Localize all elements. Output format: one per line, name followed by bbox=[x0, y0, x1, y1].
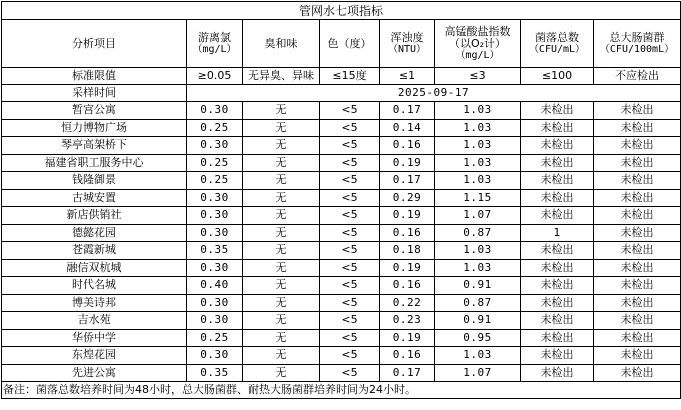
cell-color: <5 bbox=[320, 102, 380, 120]
header-coliform bbox=[594, 20, 681, 68]
cell-cod: 1.03 bbox=[435, 102, 521, 120]
cell-color: <5 bbox=[320, 189, 380, 207]
cell-cod: 1.03 bbox=[435, 172, 521, 190]
cell-turbidity: 0.18 bbox=[380, 242, 435, 260]
table-row bbox=[2, 277, 681, 295]
cell-chlorine: 0.25 bbox=[187, 119, 243, 137]
cell-cod: 1.03 bbox=[435, 259, 521, 277]
standard-chlorine: ≥0.05 bbox=[187, 68, 243, 85]
header-chlorine bbox=[187, 20, 243, 68]
cell-coliform: 未检出 bbox=[594, 364, 681, 382]
cell-color: <5 bbox=[320, 224, 380, 242]
cell-site: 德懿花园 bbox=[2, 224, 187, 242]
cell-odor: 无 bbox=[243, 137, 320, 155]
cell-turbidity: 0.23 bbox=[380, 312, 435, 330]
cell-turbidity: 0.17 bbox=[380, 364, 435, 382]
cell-chlorine: 0.40 bbox=[187, 277, 243, 295]
cell-cod: 0.91 bbox=[435, 277, 521, 295]
cell-cod: 1.03 bbox=[435, 347, 521, 365]
header-cod-name: 高锰酸盐指数 bbox=[444, 24, 511, 38]
cell-site: 吉水苑 bbox=[2, 312, 187, 330]
cell-odor: 无 bbox=[243, 154, 320, 172]
cell-coliform: 未检出 bbox=[594, 154, 681, 172]
cell-bacteria: 未检出 bbox=[521, 242, 594, 260]
cell-coliform: 未检出 bbox=[594, 259, 681, 277]
cell-color: <5 bbox=[320, 172, 380, 190]
cell-bacteria: 未检出 bbox=[521, 102, 594, 120]
cell-chlorine: 0.30 bbox=[187, 102, 243, 120]
cell-color: <5 bbox=[320, 364, 380, 382]
cell-odor: 无 bbox=[243, 259, 320, 277]
cell-site: 钱隆御景 bbox=[2, 172, 187, 190]
cell-chlorine: 0.35 bbox=[187, 364, 243, 382]
cell-color: <5 bbox=[320, 137, 380, 155]
cell-bacteria: 未检出 bbox=[521, 364, 594, 382]
header-row bbox=[2, 20, 681, 68]
cell-bacteria: 未检出 bbox=[521, 172, 594, 190]
cell-bacteria: 未检出 bbox=[521, 207, 594, 225]
cell-chlorine: 0.25 bbox=[187, 154, 243, 172]
cell-site: 时代名城 bbox=[2, 277, 187, 295]
header-turbidity bbox=[380, 20, 435, 68]
cell-color: <5 bbox=[320, 207, 380, 225]
cell-odor: 无 bbox=[243, 102, 320, 120]
cell-bacteria: 未检出 bbox=[521, 154, 594, 172]
cell-odor: 无 bbox=[243, 207, 320, 225]
header-coliform-unit: （CFU/100mL） bbox=[599, 43, 675, 55]
table-note: 备注：菌落总数培养时间为48小时，总大肠菌群、耐热大肠菌群培养时间为24小时。 bbox=[2, 382, 681, 399]
cell-coliform: 未检出 bbox=[594, 277, 681, 295]
cell-turbidity: 0.16 bbox=[380, 347, 435, 365]
header-chlorine-name: 游离氯 bbox=[198, 30, 231, 44]
header-item: 分析项目 bbox=[2, 20, 187, 68]
cell-cod: 1.03 bbox=[435, 154, 521, 172]
cell-turbidity: 0.16 bbox=[380, 277, 435, 295]
cell-odor: 无 bbox=[243, 364, 320, 382]
cell-odor: 无 bbox=[243, 347, 320, 365]
header-bacteria bbox=[521, 20, 594, 68]
cell-bacteria: 1 bbox=[521, 224, 594, 242]
cell-color: <5 bbox=[320, 242, 380, 260]
cell-turbidity: 0.17 bbox=[380, 172, 435, 190]
cell-site: 新店供销社 bbox=[2, 207, 187, 225]
cell-chlorine: 0.30 bbox=[187, 137, 243, 155]
sampling-row bbox=[2, 85, 681, 102]
cell-site: 苍霞新城 bbox=[2, 242, 187, 260]
cell-bacteria: 未检出 bbox=[521, 312, 594, 330]
cell-coliform: 未检出 bbox=[594, 207, 681, 225]
cell-site: 福建省职工服务中心 bbox=[2, 154, 187, 172]
cell-coliform: 未检出 bbox=[594, 224, 681, 242]
table-row bbox=[2, 364, 681, 382]
cell-chlorine: 0.30 bbox=[187, 207, 243, 225]
cell-color: <5 bbox=[320, 294, 380, 312]
cell-coliform: 未检出 bbox=[594, 172, 681, 190]
standard-odor: 无异臭、异味 bbox=[243, 68, 320, 85]
header-cod-note: （以O₂计） bbox=[448, 36, 507, 50]
cell-cod: 1.07 bbox=[435, 207, 521, 225]
table-row bbox=[2, 294, 681, 312]
header-odor: 臭和味 bbox=[243, 20, 320, 68]
header-turbidity-unit: （NTU） bbox=[387, 43, 427, 55]
cell-cod: 0.87 bbox=[435, 294, 521, 312]
cell-turbidity: 0.19 bbox=[380, 154, 435, 172]
cell-coliform: 未检出 bbox=[594, 294, 681, 312]
cell-chlorine: 0.30 bbox=[187, 347, 243, 365]
sampling-date: 2025-09-17 bbox=[187, 85, 681, 102]
standard-turbidity: ≤1 bbox=[380, 68, 435, 85]
header-cod-unit: （mg/L） bbox=[455, 49, 500, 61]
cell-odor: 无 bbox=[243, 119, 320, 137]
header-chlorine-unit: （mg/L） bbox=[192, 43, 237, 55]
note-row bbox=[2, 382, 681, 399]
cell-site: 融信双杭城 bbox=[2, 259, 187, 277]
standard-coliform: 不应检出 bbox=[594, 68, 681, 85]
cell-bacteria: 未检出 bbox=[521, 137, 594, 155]
cell-site: 琴亭高架桥下 bbox=[2, 137, 187, 155]
cell-bacteria: 未检出 bbox=[521, 259, 594, 277]
cell-turbidity: 0.29 bbox=[380, 189, 435, 207]
standard-label: 标准限值 bbox=[2, 68, 187, 85]
cell-coliform: 未检出 bbox=[594, 189, 681, 207]
table-row bbox=[2, 154, 681, 172]
cell-bacteria: 未检出 bbox=[521, 347, 594, 365]
cell-site: 古城安置 bbox=[2, 189, 187, 207]
cell-odor: 无 bbox=[243, 277, 320, 295]
cell-site: 华侨中学 bbox=[2, 329, 187, 347]
cell-coliform: 未检出 bbox=[594, 347, 681, 365]
cell-cod: 1.03 bbox=[435, 119, 521, 137]
table-row bbox=[2, 259, 681, 277]
cell-cod: 1.03 bbox=[435, 242, 521, 260]
cell-odor: 无 bbox=[243, 242, 320, 260]
cell-chlorine: 0.30 bbox=[187, 189, 243, 207]
header-coliform-name: 总大肠菌群 bbox=[609, 30, 665, 44]
cell-chlorine: 0.25 bbox=[187, 172, 243, 190]
cell-bacteria: 未检出 bbox=[521, 119, 594, 137]
table-row bbox=[2, 102, 681, 120]
water-quality-table bbox=[1, 1, 681, 399]
cell-coliform: 未检出 bbox=[594, 119, 681, 137]
cell-site: 恒力博物广场 bbox=[2, 119, 187, 137]
cell-bacteria: 未检出 bbox=[521, 294, 594, 312]
table-row bbox=[2, 189, 681, 207]
cell-odor: 无 bbox=[243, 294, 320, 312]
cell-cod: 1.15 bbox=[435, 189, 521, 207]
cell-turbidity: 0.14 bbox=[380, 119, 435, 137]
cell-turbidity: 0.19 bbox=[380, 329, 435, 347]
table-row bbox=[2, 312, 681, 330]
cell-odor: 无 bbox=[243, 172, 320, 190]
cell-odor: 无 bbox=[243, 224, 320, 242]
cell-coliform: 未检出 bbox=[594, 242, 681, 260]
cell-site: 暂宫公寓 bbox=[2, 102, 187, 120]
table-row bbox=[2, 137, 681, 155]
cell-odor: 无 bbox=[243, 312, 320, 330]
standard-color: ≤15度 bbox=[320, 68, 380, 85]
cell-odor: 无 bbox=[243, 189, 320, 207]
cell-color: <5 bbox=[320, 347, 380, 365]
table-row bbox=[2, 224, 681, 242]
header-bacteria-name: 菌落总数 bbox=[535, 30, 579, 44]
cell-cod: 0.87 bbox=[435, 224, 521, 242]
cell-cod: 0.91 bbox=[435, 312, 521, 330]
water-quality-sheet bbox=[1, 1, 680, 408]
header-cod bbox=[435, 20, 521, 68]
cell-cod: 0.95 bbox=[435, 329, 521, 347]
cell-color: <5 bbox=[320, 259, 380, 277]
cell-chlorine: 0.30 bbox=[187, 224, 243, 242]
cell-site: 东煌花园 bbox=[2, 347, 187, 365]
cell-color: <5 bbox=[320, 277, 380, 295]
cell-site: 博美诗邦 bbox=[2, 294, 187, 312]
table-row bbox=[2, 172, 681, 190]
cell-chlorine: 0.25 bbox=[187, 329, 243, 347]
table-row bbox=[2, 347, 681, 365]
cell-bacteria: 未检出 bbox=[521, 189, 594, 207]
header-bacteria-unit: （CFU/mL） bbox=[528, 43, 586, 55]
cell-turbidity: 0.17 bbox=[380, 102, 435, 120]
table-row bbox=[2, 329, 681, 347]
cell-cod: 1.07 bbox=[435, 364, 521, 382]
table-row bbox=[2, 207, 681, 225]
header-color: 色（度） bbox=[320, 20, 380, 68]
cell-odor: 无 bbox=[243, 329, 320, 347]
cell-chlorine: 0.30 bbox=[187, 259, 243, 277]
standard-bacteria: ≤100 bbox=[521, 68, 594, 85]
cell-coliform: 未检出 bbox=[594, 137, 681, 155]
title-row bbox=[2, 2, 681, 20]
cell-bacteria: 未检出 bbox=[521, 277, 594, 295]
cell-turbidity: 0.16 bbox=[380, 137, 435, 155]
cell-turbidity: 0.16 bbox=[380, 224, 435, 242]
cell-chlorine: 0.30 bbox=[187, 312, 243, 330]
cell-color: <5 bbox=[320, 312, 380, 330]
sampling-label: 采样时间 bbox=[2, 85, 187, 102]
cell-cod: 1.03 bbox=[435, 137, 521, 155]
cell-coliform: 未检出 bbox=[594, 312, 681, 330]
cell-turbidity: 0.19 bbox=[380, 207, 435, 225]
cell-coliform: 未检出 bbox=[594, 329, 681, 347]
cell-turbidity: 0.19 bbox=[380, 259, 435, 277]
table-row bbox=[2, 242, 681, 260]
cell-site: 先进公寓 bbox=[2, 364, 187, 382]
standard-row bbox=[2, 68, 681, 85]
table-row bbox=[2, 119, 681, 137]
cell-turbidity: 0.22 bbox=[380, 294, 435, 312]
cell-chlorine: 0.35 bbox=[187, 242, 243, 260]
standard-cod: ≤3 bbox=[435, 68, 521, 85]
cell-chlorine: 0.30 bbox=[187, 294, 243, 312]
header-turbidity-name: 浑浊度 bbox=[390, 30, 424, 44]
cell-coliform: 未检出 bbox=[594, 102, 681, 120]
cell-color: <5 bbox=[320, 329, 380, 347]
cell-color: <5 bbox=[320, 154, 380, 172]
table-title: 管网水七项指标 bbox=[2, 2, 681, 20]
cell-color: <5 bbox=[320, 119, 380, 137]
cell-bacteria: 未检出 bbox=[521, 329, 594, 347]
